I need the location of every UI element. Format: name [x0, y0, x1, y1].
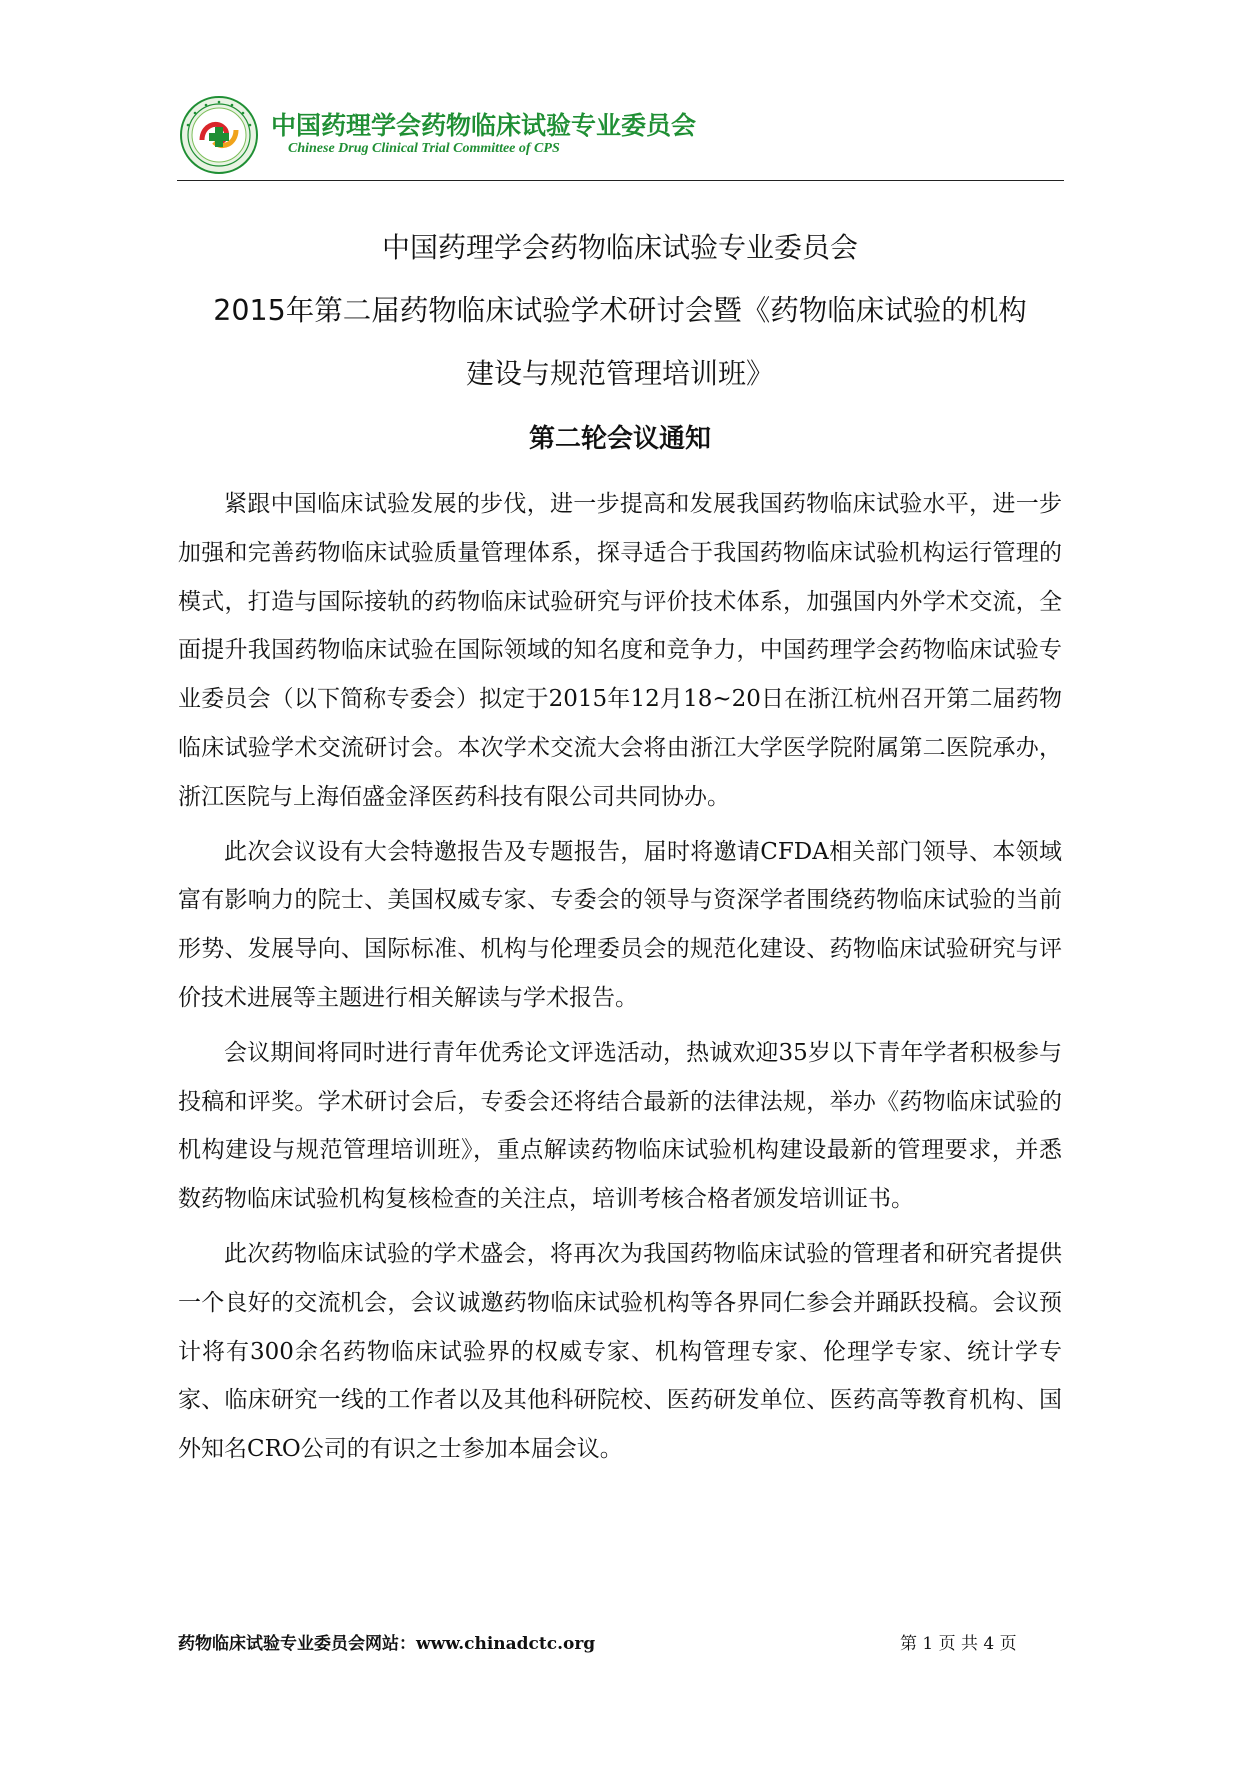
notice-heading: 第二轮会议通知 — [528, 424, 711, 454]
org-name-cn: 中国药理学会药物临床试验专业委员会 — [271, 111, 697, 140]
paragraph-3: 会议期间将同时进行青年优秀论文评选活动，热诚欢迎35岁以下青年学者积极参与投稿和评奖。学术研讨会后，专委会还将结合最新的法律法规，举办《药物临床试验的机构建设与规范管理培训班》，重点解读药物临床试验机构建设最新的管理要求，并悉数药物临床试验机构复核检查的关注点，培训考核合格者颁发培训证书。 — [178, 1039, 1062, 1213]
committee-seal-logo-icon — [180, 96, 258, 174]
header-divider — [177, 180, 1064, 181]
document-body — [178, 480, 1062, 1480]
paragraph-4: 此次药物临床试验的学术盛会，将再次为我国药物临床试验的管理者和研究者提供一个良好的交流机会，会议诚邀药物临床试验机构等各界同仁参会并踊跃投稿。会议预计将有300余名药物临床试验界的权威专家、机构管理专家、伦理学专家、统计学专家、临床研究一线的工作者以及其他科研院校、医药研发单位、医药高等教育机构、国外知名CRO公司的有识之士参加本届会议。 — [178, 1240, 1062, 1463]
paragraph-1: 紧跟中国临床试验发展的步伐，进一步提高和发展我国药物临床试验水平，进一步加强和完善药物临床试验质量管理体系，探寻适合于我国药物临床试验机构运行管理的模式，打造与国际接轨的药物临床试验研究与评价技术体系，加强国内外学术交流，全面提升我国药物临床试验在国际领域的知名度和竞争力，中国药理学会药物临床试验专业委员会（以下简称专委会）拟定于2015年12月18~20日在浙江杭州召开第二届药物临床试验学术交流研讨会。本次学术交流大会将由浙江大学医学院附属第二医院承办，浙江医院与上海佰盛金泽医药科技有限公司共同协办。 — [178, 491, 1062, 810]
org-name-en: Chinese Drug Clinical Trial Committee of CPS — [288, 141, 560, 156]
title-line-2: 2015年第二届药物临床试验学术研讨会暨《药物临床试验的机构 — [213, 294, 1027, 327]
footer-page-number: 第 1 页 共 4 页 — [900, 1634, 1017, 1654]
paragraph-2: 此次会议设有大会特邀报告及专题报告，届时将邀请CFDA相关部门领导、本领域富有影响力的院士、美国权威专家、专委会的领导与资深学者围绕药物临床试验的当前形势、发展导向、国际标准、机构与伦理委员会的规范化建设、药物临床试验研究与评价技术进展等主题进行相关解读与学术报告。 — [178, 838, 1062, 1011]
letterhead — [180, 92, 1060, 180]
footer-website: 药物临床试验专业委员会网站：www.chinadctc.org — [178, 1634, 596, 1654]
title-line-1: 中国药理学会药物临床试验专业委员会 — [381, 231, 858, 264]
title-line-3: 建设与规范管理培训班》 — [465, 357, 774, 390]
